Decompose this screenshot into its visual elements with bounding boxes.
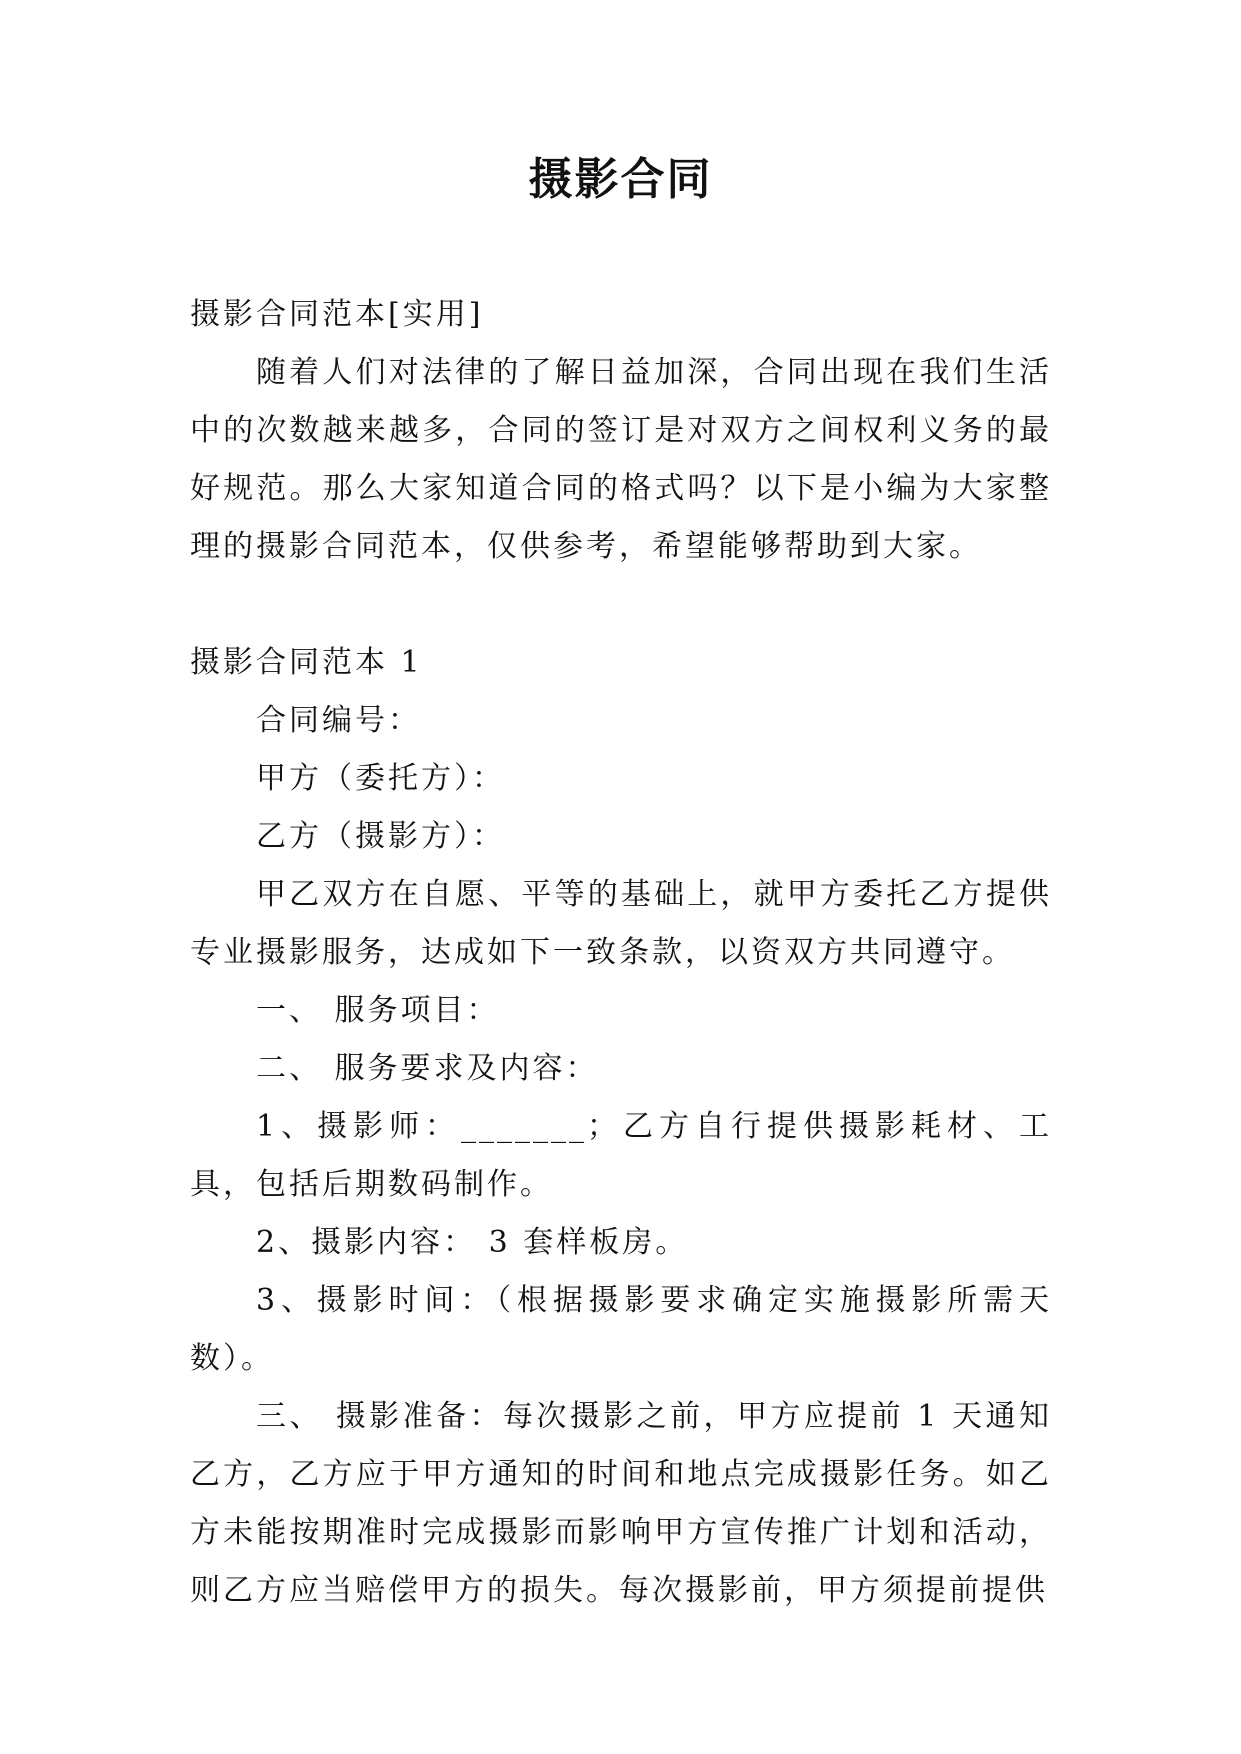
item-photographer: 1、摄影师：_______；乙方自行提供摄影耗材、工具，包括后期数码制作。: [190, 1109, 1052, 1202]
document-body: [190, 286, 1052, 1620]
clause-preparation: 三、 摄影准备：每次摄影之前，甲方应提前 1 天通知乙方，乙方应于甲方通知的时间和地点完成摄影任务。如乙方未能按期准时完成摄影而影响甲方宣传推广计划和活动，则乙方应当赔偿甲方的损失。每次摄影前，甲方须提前提供: [190, 1399, 1052, 1608]
clause-service-items: 一、 服务项目：: [256, 993, 500, 1028]
subtitle: 摄影合同范本[实用]: [190, 297, 484, 332]
section-heading: 摄影合同范本 1: [190, 645, 423, 680]
clause-service-requirements: 二、 服务要求及内容：: [256, 1051, 599, 1086]
intro-paragraph: 随着人们对法律的了解日益加深，合同出现在我们生活中的次数越来越多，合同的签订是对双方之间权利义务的最好规范。那么大家知道合同的格式吗？以下是小编为大家整理的摄影合同范本，仅供参考，希望能够帮助到大家。: [190, 355, 1052, 564]
paragraph-gap: [190, 576, 1052, 634]
contract-number-field: 合同编号：: [256, 703, 421, 738]
item-time: 3、摄影时间：（根据摄影要求确定实施摄影所需天数）。: [190, 1283, 1052, 1376]
party-a-field: 甲方（委托方）：: [256, 761, 505, 796]
party-b-field: 乙方（摄影方）：: [256, 819, 505, 854]
document-title: 摄影合同: [528, 154, 713, 205]
item-content: 2、摄影内容： 3 套样板房。: [256, 1225, 689, 1260]
preamble-paragraph: 甲乙双方在自愿、平等的基础上，就甲方委托乙方提供专业摄影服务，达成如下一致条款，以资双方共同遵守。: [190, 877, 1052, 970]
